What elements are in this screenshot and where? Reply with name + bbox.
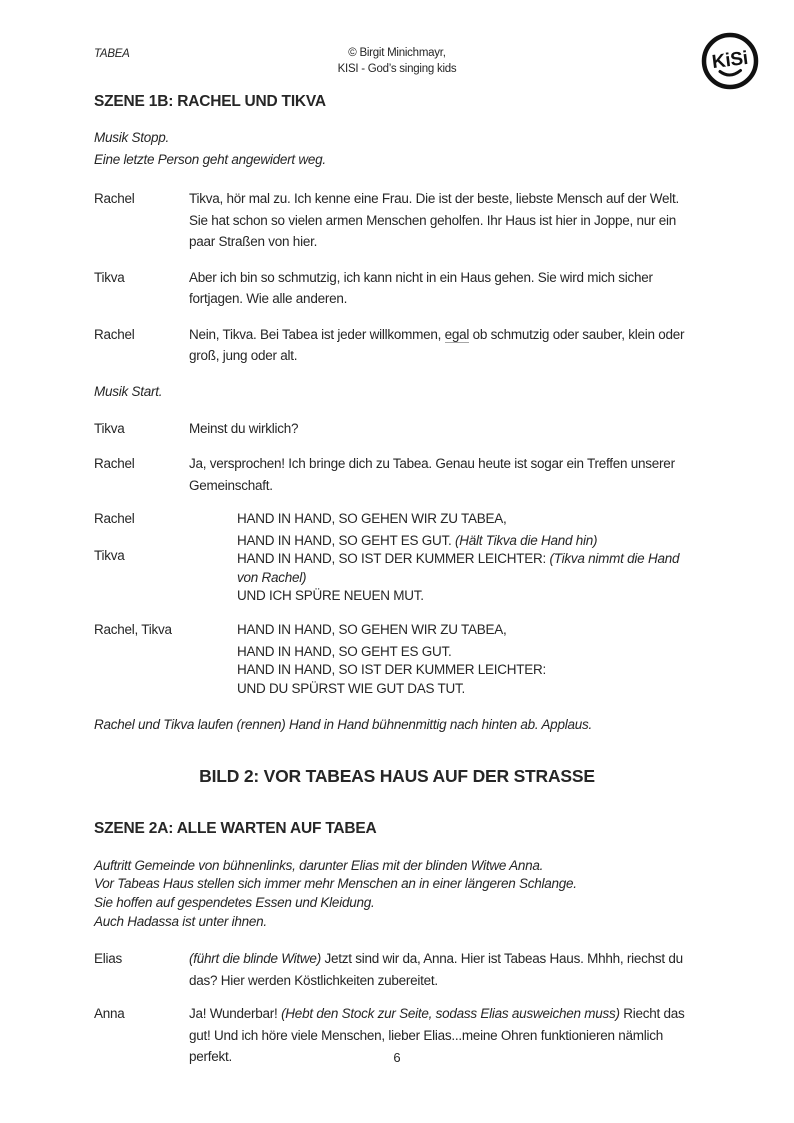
dialog-text-segment: Nein, Tikva. Bei Tabea ist jeder willkommen, bbox=[189, 326, 445, 342]
song-line-text: HAND IN HAND, SO GEHT ES GUT. bbox=[237, 533, 456, 549]
stage-direction-music-stop: Musik Stopp. bbox=[94, 130, 170, 145]
inline-stage-direction: (Tikva nimmt die Hand von Rachel) bbox=[237, 551, 680, 585]
scene-2a-heading: SZENE 2A: ALLE WARTEN AUF TABEA bbox=[94, 819, 377, 837]
song-line: HAND IN HAND, SO IST DER KUMMER LEICHTER: bbox=[237, 662, 547, 678]
dialog-text-segment: Ja! Wunderbar! bbox=[189, 1006, 282, 1022]
bild-2-heading: BILD 2: VOR TABEAS HAUS AUF DER STRASSE bbox=[199, 765, 595, 786]
dialog-row-tikva-2 bbox=[94, 418, 700, 440]
stage-direction-music-start: Musik Start. bbox=[94, 383, 163, 399]
inline-stage-direction: (führt die blinde Witwe) bbox=[189, 951, 325, 967]
copyright-line-2: KISI - God’s singing kids bbox=[337, 63, 457, 75]
speaker-label: Tikva bbox=[94, 548, 125, 563]
song-line-text: HAND IN HAND, SO IST DER KUMMER LEICHTER: bbox=[237, 551, 550, 567]
stage-direction-line: Auftritt Gemeinde von bühnenlinks, darunter Elias mit der blinden Witwe Anna. bbox=[94, 857, 544, 873]
speaker-label: Rachel bbox=[94, 511, 135, 526]
speaker-label: Elias bbox=[94, 951, 123, 967]
dialog-text bbox=[189, 948, 700, 991]
song-block-duet bbox=[94, 510, 700, 605]
stage-direction-line: Auch Hadassa ist unter ihnen. bbox=[94, 913, 267, 929]
stage-direction-line: Sie hoffen auf gespendetes Essen und Kleidung. bbox=[94, 895, 375, 911]
speaker-label: Rachel bbox=[94, 456, 135, 471]
speaker-label: Rachel bbox=[94, 326, 135, 342]
dialog-text-segment: Riecht das gut! Und ich höre viele Menschen, lieber Elias...meine Ohren funktionieren nämlich perfekt. bbox=[189, 1006, 685, 1065]
song-speaker-column bbox=[94, 510, 237, 605]
speaker-label: Tikva bbox=[94, 269, 125, 285]
speaker-label: Rachel, Tikva bbox=[94, 622, 172, 638]
stage-direction-block bbox=[94, 857, 700, 931]
inline-stage-direction: (Hält Tikva die Hand hin) bbox=[455, 533, 598, 549]
page-number: 6 bbox=[393, 1050, 401, 1065]
stage-direction-line: Vor Tabeas Haus stellen sich immer mehr Menschen an in einer längeren Schlange. bbox=[94, 876, 577, 892]
dialog-text: Ja, versprochen! Ich bringe dich zu Tabea. Genau heute ist sogar ein Treffen unserer Gemeinschaft. bbox=[189, 456, 675, 493]
speaker-label: Rachel bbox=[94, 191, 135, 206]
document-title: TABEA bbox=[94, 48, 130, 60]
song-line: HAND IN HAND, SO GEHT ES GUT. bbox=[237, 644, 452, 660]
dialog-row-tikva-1 bbox=[94, 267, 700, 310]
song-line: UND DU SPÜRST WIE GUT DAS TUT. bbox=[237, 680, 466, 696]
copyright-block bbox=[272, 45, 522, 77]
kisi-logo bbox=[699, 31, 761, 93]
dialog-row-rachel-1 bbox=[94, 188, 700, 253]
speaker-label: Tikva bbox=[94, 420, 125, 436]
inline-stage-direction: (Hebt den Stock zur Seite, sodass Elias ausweichen muss) bbox=[281, 1006, 624, 1022]
dialog-text-segment: ob schmutzig oder sauber, klein oder groß, jung oder alt. bbox=[189, 326, 685, 363]
scene-1b-heading: SZENE 1B: RACHEL UND TIKVA bbox=[94, 93, 326, 110]
page-header bbox=[94, 45, 700, 79]
song-line: HAND IN HAND, SO GEHEN WIR ZU TABEA, bbox=[237, 511, 507, 526]
dialog-row-rachel-2 bbox=[94, 324, 700, 367]
copyright-line-1: © Birgit Minichmayr, bbox=[348, 47, 446, 59]
dialog-text-segment: Jetzt sind wir da, Anna. Hier ist Tabeas Haus. Mhhh, riechst du das? Hier werden Köstlichkeiten zubereitet. bbox=[189, 951, 683, 988]
song-speaker-column bbox=[94, 621, 237, 698]
speaker-label: Anna bbox=[94, 1006, 125, 1022]
stage-direction-exit: Rachel und Tikva laufen (rennen) Hand in Hand bühnenmittig nach hinten ab. Applaus. bbox=[94, 716, 592, 732]
song-block-together bbox=[94, 621, 700, 698]
song-lyrics bbox=[237, 621, 700, 698]
song-lyrics bbox=[237, 510, 700, 605]
song-line: HAND IN HAND, SO GEHEN WIR ZU TABEA, bbox=[237, 622, 507, 638]
kisi-logo-icon bbox=[699, 31, 761, 93]
song-line: UND ICH SPÜRE NEUEN MUT. bbox=[237, 587, 424, 603]
stage-direction-person-leaves: Eine letzte Person geht angewidert weg. bbox=[94, 152, 326, 167]
dialog-text bbox=[189, 324, 700, 367]
dialog-row-rachel-3 bbox=[94, 453, 700, 496]
dialog-row-elias bbox=[94, 948, 700, 991]
dialog-text: Meinst du wirklich? bbox=[189, 420, 299, 436]
dialog-text: Tikva, hör mal zu. Ich kenne eine Frau. Die ist der beste, liebste Mensch auf der Welt. Sie hat schon so vielen armen Menschen geholfen. Ihr Haus ist hier in Joppe, nur ein paar Straßen von hier. bbox=[189, 191, 679, 249]
proof-underlined-word: egal bbox=[444, 326, 470, 342]
song-line bbox=[237, 550, 700, 586]
song-line bbox=[237, 532, 700, 550]
dialog-text: Aber ich bin so schmutzig, ich kann nicht in ein Haus gehen. Sie wird mich sicher fortjagen. Wie alle anderen. bbox=[189, 269, 653, 306]
logo-wordmark: KiSi bbox=[710, 47, 750, 74]
